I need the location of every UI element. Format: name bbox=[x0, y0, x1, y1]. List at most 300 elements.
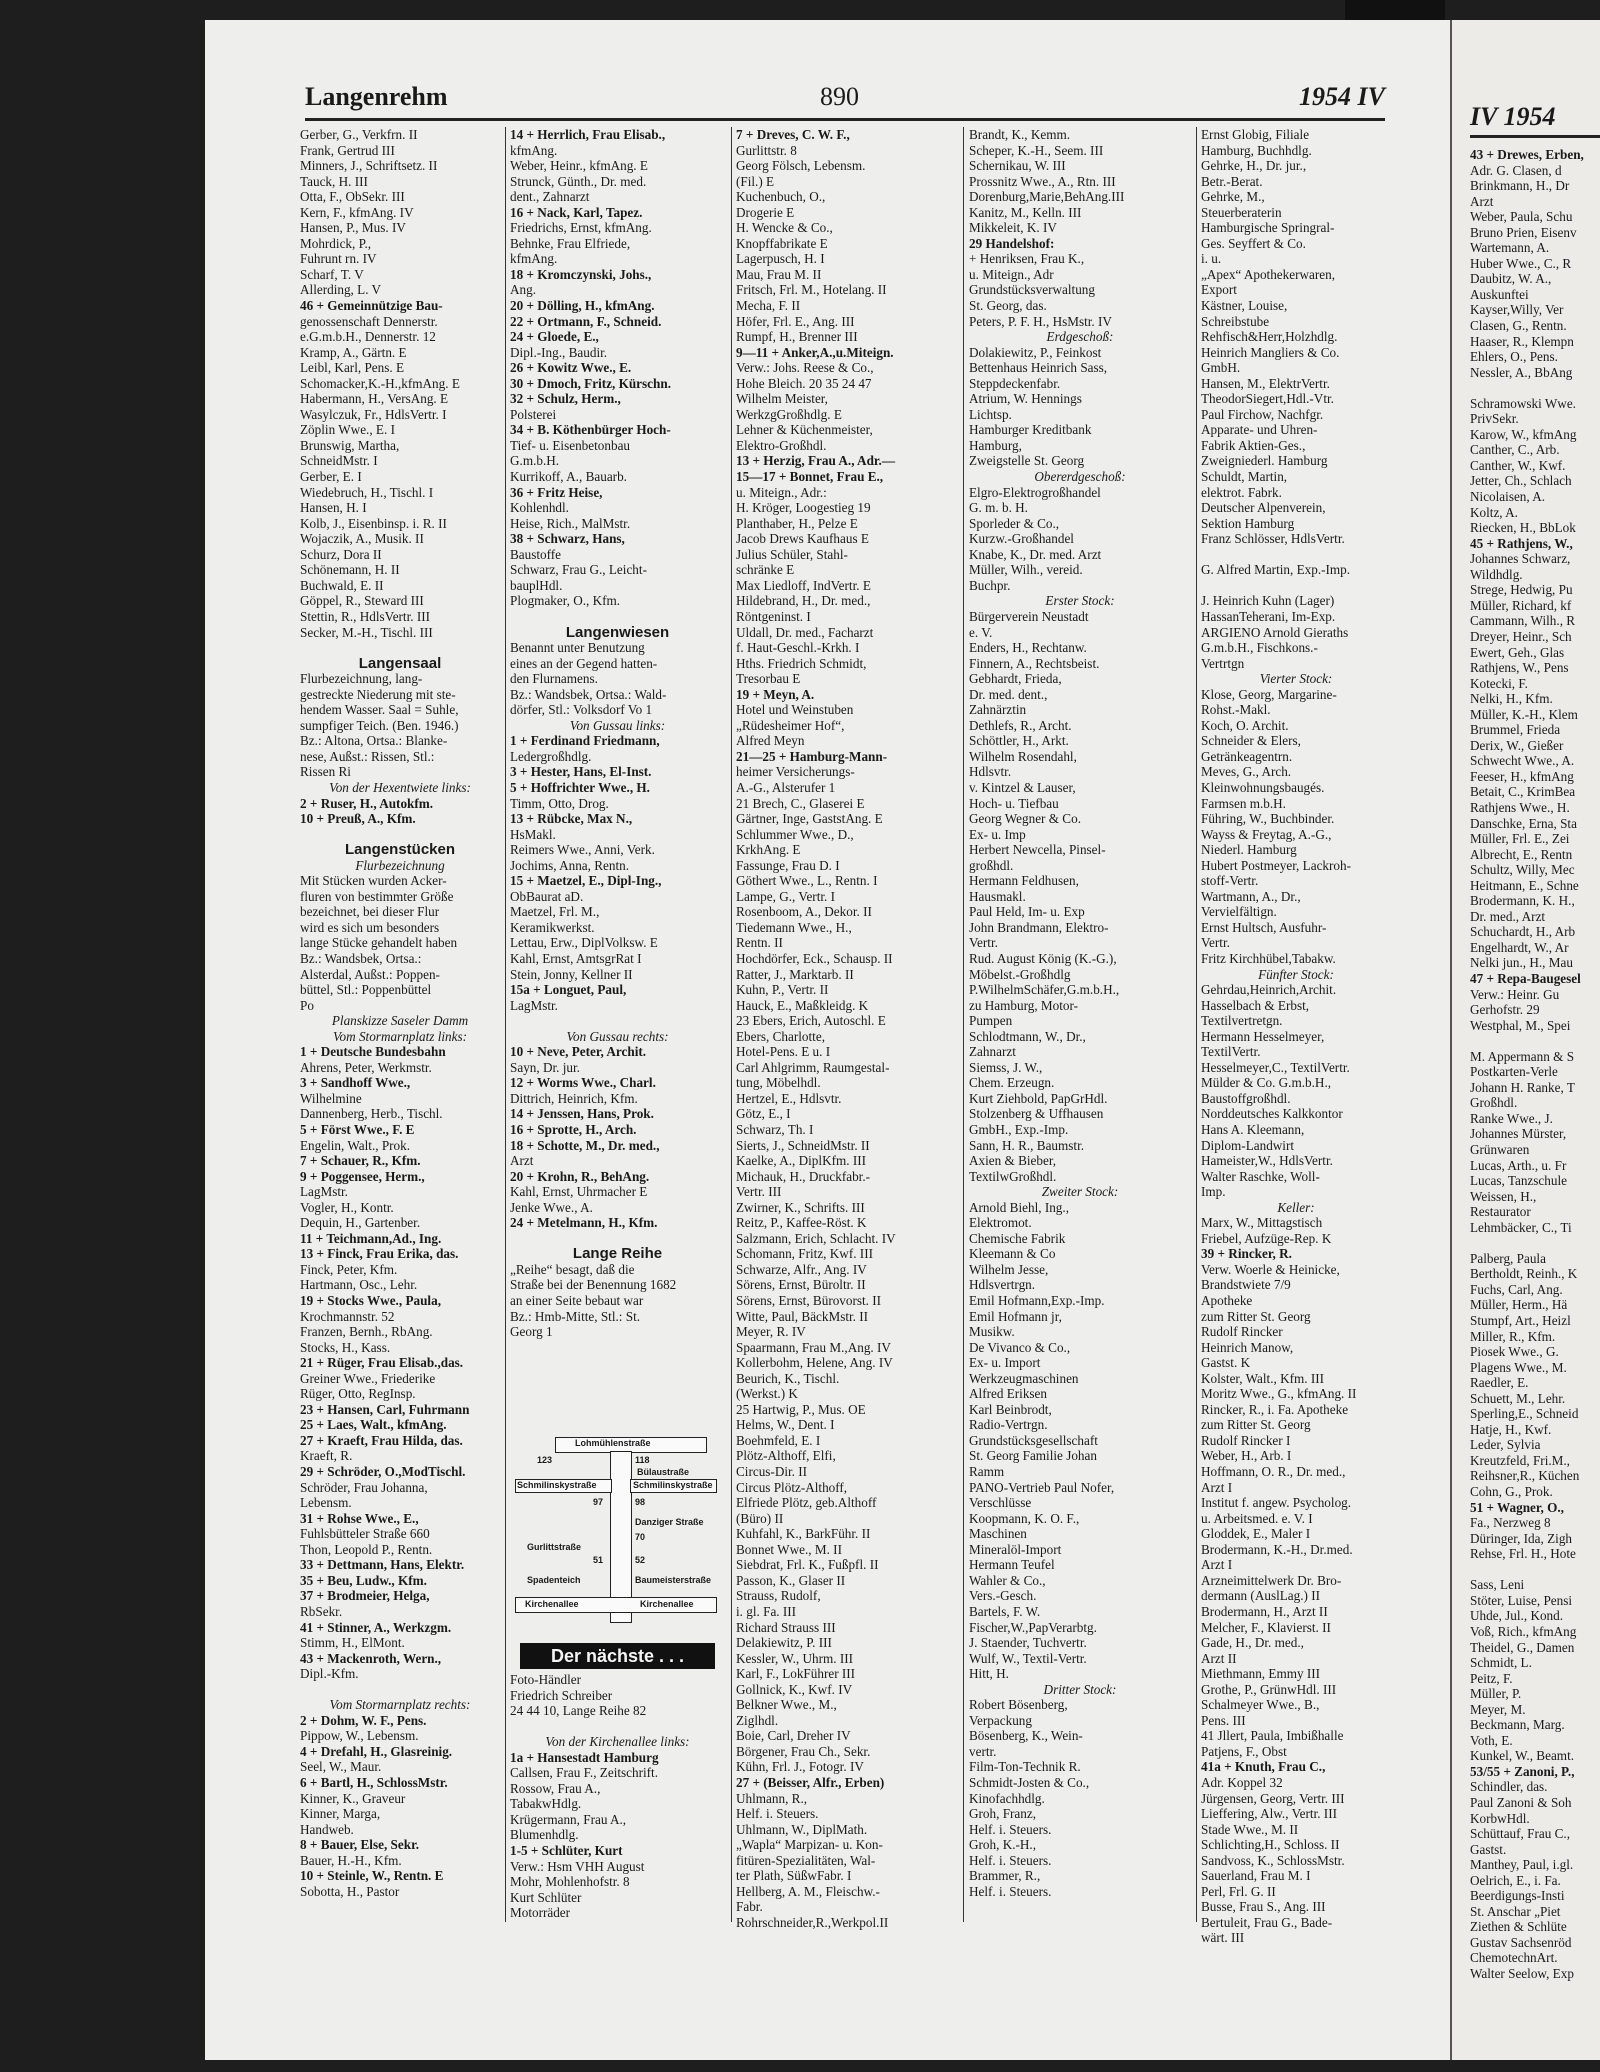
directory-entry: Hohe Bleich. 20 35 24 47 bbox=[736, 375, 872, 391]
directory-entry: Finck, Peter, Kfm. bbox=[300, 1261, 398, 1277]
directory-entry: Kohlenhdl. bbox=[510, 500, 569, 516]
directory-entry: Foto-Händler bbox=[510, 1672, 582, 1687]
directory-entry: Schwarz, Frau G., Leicht- bbox=[510, 562, 647, 578]
street-range-title: Langenrehm bbox=[305, 82, 448, 111]
directory-entry: Kinner, Marga, bbox=[300, 1806, 381, 1822]
directory-entry: Hamburgische Springral- bbox=[1201, 220, 1335, 236]
directory-entry: Plötz-Althoff, Elfi, bbox=[736, 1448, 836, 1464]
directory-entry: 10 + Preuß, A., Kfm. bbox=[300, 811, 416, 827]
directory-entry: Schönemann, H. II bbox=[300, 562, 400, 578]
directory-entry: Müller, Herm., Hä bbox=[1470, 1297, 1568, 1313]
directory-entry: Hubert Postmeyer, Lackroh- bbox=[1201, 857, 1351, 873]
street-heading: Langensaal bbox=[358, 655, 442, 672]
directory-entry: Elektromot. bbox=[969, 1215, 1032, 1231]
directory-entry: + Henriksen, Frau K., bbox=[969, 251, 1085, 267]
directory-entry: Schröder, Frau Johanna, bbox=[300, 1479, 428, 1495]
directory-entry: Hermann Teufel bbox=[969, 1557, 1055, 1573]
directory-entry: Klose, Georg, Margarine- bbox=[1201, 686, 1337, 702]
directory-entry: Wulf, W., Textil-Vertr. bbox=[969, 1650, 1087, 1666]
directory-entry: Auskunftei bbox=[1470, 286, 1529, 302]
directory-entry: Ernst Hultsch, Ausfuhr- bbox=[1201, 919, 1327, 935]
directory-entry: f. Haut-Geschl.-Krkh. I bbox=[736, 640, 860, 656]
directory-entry: Kuchenbuch, O., bbox=[736, 189, 826, 205]
directory-entry: Hermann Hesselmeyer, bbox=[1201, 1028, 1325, 1044]
directory-entry: Hartmann, Osc., Lehr. bbox=[300, 1277, 418, 1293]
volume-year: 1954 IV bbox=[1299, 82, 1385, 111]
directory-entry: Kessler, W., Uhrm. III bbox=[736, 1650, 854, 1666]
directory-entry: Kahl, Ernst, Uhrmacher E bbox=[510, 1184, 648, 1200]
directory-entry: dörfer, Stl.: Volksdorf Vo 1 bbox=[510, 702, 653, 718]
map-label: Bülaustraße bbox=[637, 1467, 690, 1477]
directory-entry: Helms, W., Dent. I bbox=[736, 1417, 835, 1433]
directory-entry: Ewert, Geh., Glas bbox=[1470, 644, 1565, 660]
directory-entry: HsMakl. bbox=[510, 826, 556, 842]
directory-entry: Clasen, G., Rentn. bbox=[1470, 318, 1567, 334]
directory-entry: HassanTeherani, Im-Exp. bbox=[1201, 608, 1336, 624]
directory-entry: Hameister,W., HdlsVertr. bbox=[1201, 1153, 1333, 1169]
directory-entry: Tief- u. Eisenbetonbau bbox=[510, 437, 631, 453]
directory-entry: Oelrich, E., i. Fa. bbox=[1470, 1872, 1561, 1888]
directory-entry: Benannt unter Benutzung bbox=[510, 640, 645, 656]
directory-entry: Rosenboom, A., Dekor. II bbox=[736, 904, 872, 920]
directory-entry: Schalmeyer Wwe., B., bbox=[1201, 1697, 1320, 1713]
directory-entry: Kurrikoff, A., Bauarb. bbox=[510, 469, 627, 485]
directory-entry: Kotecki, F. bbox=[1470, 675, 1528, 691]
directory-entry: Polsterei bbox=[510, 406, 557, 422]
directory-entry: 8 + Bauer, Else, Sekr. bbox=[300, 1837, 420, 1853]
directory-entry: Dipl.-Ing., Baudir. bbox=[510, 344, 608, 360]
directory-entry: ChemotechnArt. bbox=[1470, 1950, 1558, 1966]
directory-entry: Miller, R., Kfm. bbox=[1470, 1328, 1556, 1344]
directory-entry: Lieffering, Alw., Vertr. III bbox=[1201, 1806, 1337, 1822]
directory-entry: Wiedebruch, H., Tischl. I bbox=[300, 484, 434, 500]
directory-entry: Kayser,Willy, Ver bbox=[1470, 302, 1564, 318]
directory-entry: 46 + Gemeinnützige Bau- bbox=[300, 298, 443, 314]
directory-entry: Siemss, J. W., bbox=[969, 1059, 1043, 1075]
directory-entry: Engelin, Walt., Prok. bbox=[300, 1137, 411, 1153]
directory-entry: Gloddek, E., Maler I bbox=[1201, 1526, 1311, 1542]
facing-page-column bbox=[1470, 147, 1600, 1982]
directory-entry bbox=[300, 640, 500, 656]
directory-entry: Albrecht, E., Rentn bbox=[1470, 846, 1573, 862]
directory-entry: Musikw. bbox=[969, 1324, 1015, 1340]
directory-entry: Betr.-Berat. bbox=[1201, 173, 1263, 189]
directory-entry: Robert Bösenberg, bbox=[969, 1697, 1068, 1713]
directory-entry: Otta, F., ObSekr. III bbox=[300, 189, 405, 205]
directory-entry: Schneider & Elers, bbox=[1201, 733, 1301, 749]
directory-entry: 19 + Stocks Wwe., Paula, bbox=[300, 1293, 441, 1309]
directory-entry: Von Gussau links: bbox=[569, 717, 666, 733]
directory-entry: Gurlittstr. 8 bbox=[736, 142, 797, 158]
directory-entry: (Werkst.) K bbox=[736, 1386, 798, 1402]
directory-entry: Paul Held, Im- u. Exp bbox=[969, 904, 1085, 920]
directory-entry: Krochmannstr. 52 bbox=[300, 1308, 395, 1324]
directory-entry: G. Alfred Martin, Exp.-Imp. bbox=[1201, 562, 1351, 578]
directory-entry: Kolster, Walt., Kfm. III bbox=[1201, 1370, 1325, 1386]
directory-entry: 16 + Nack, Karl, Tapez. bbox=[510, 204, 643, 220]
directory-entry: 16 + Sprotte, H., Arch. bbox=[510, 1122, 637, 1137]
directory-entry: Tauck, H. III bbox=[300, 173, 368, 189]
directory-entry: Stöter, Luise, Pensi bbox=[1470, 1592, 1573, 1608]
directory-entry: Wayss & Freytag, A.-G., bbox=[1201, 826, 1332, 842]
directory-entry: Krügermann, Frau A., bbox=[510, 1811, 627, 1827]
directory-entry: Zweigstelle St. Georg bbox=[969, 453, 1085, 469]
directory-entry: John Brandmann, Elektro- bbox=[969, 919, 1109, 935]
directory-entry: Hdlsvtr. bbox=[969, 764, 1012, 780]
directory-entry: J. Heinrich Kuhn (Lager) bbox=[1201, 593, 1335, 609]
directory-entry: dermann (AuslLag.) II bbox=[1201, 1588, 1321, 1604]
directory-entry: Enders, H., Rechtanw. bbox=[969, 640, 1087, 656]
directory-entry: gestreckte Niederung mit ste- bbox=[300, 686, 456, 702]
directory-entry: Heinrich Manow, bbox=[1201, 1339, 1294, 1355]
directory-entry: Mineralöl-Import bbox=[969, 1541, 1062, 1557]
directory-entry: Bettenhaus Heinrich Sass, bbox=[969, 360, 1108, 376]
directory-entry: Jürgensen, Georg, Vertr. III bbox=[1201, 1790, 1345, 1806]
directory-entry: GmbH., Exp.-Imp. bbox=[969, 1122, 1069, 1137]
directory-entry: Wilhelmine bbox=[300, 1090, 362, 1106]
directory-entry: Stumpf, Art., Heizl bbox=[1470, 1313, 1571, 1329]
directory-column-2 bbox=[510, 127, 725, 1340]
directory-entry: 24 + Gloede, E., bbox=[510, 329, 599, 345]
directory-entry: Julius Schüler, Stahl- bbox=[736, 546, 848, 562]
directory-entry: Karl Beinbrodt, bbox=[969, 1401, 1052, 1417]
facing-page-year: IV 1954 bbox=[1470, 98, 1600, 138]
directory-entry: SchneidMstr. I bbox=[300, 453, 378, 469]
directory-entry: Delakiewitz, P. III bbox=[736, 1635, 832, 1651]
directory-entry: A.-G., Alsterufer 1 bbox=[736, 779, 836, 795]
directory-entry: Strege, Hedwig, Pu bbox=[1470, 582, 1573, 598]
directory-entry: Hellberg, A. M., Fleischw.- bbox=[736, 1883, 880, 1899]
directory-entry: Gollnick, K., Kwf. IV bbox=[736, 1681, 853, 1697]
directory-entry: hendem Wasser. Saal = Suhle, bbox=[300, 702, 459, 718]
directory-entry: Leibl, Karl, Pens. E bbox=[300, 360, 405, 376]
directory-entry: Timm, Otto, Drog. bbox=[510, 795, 609, 811]
directory-entry: Reimers Wwe., Anni, Verk. bbox=[510, 842, 655, 858]
directory-entry: e. V. bbox=[969, 624, 993, 640]
map-label: 98 bbox=[635, 1497, 646, 1507]
directory-entry: Frank, Gertrud III bbox=[300, 142, 395, 158]
directory-entry: Rohrschneider,R.,Werkpol.II bbox=[736, 1914, 889, 1930]
directory-entry: 18 + Schotte, M., Dr. med., bbox=[510, 1137, 660, 1153]
directory-entry: Haaser, R., Klempn bbox=[1470, 333, 1574, 349]
directory-entry: St. Georg, das. bbox=[969, 298, 1047, 314]
map-label: Kirchenallee bbox=[525, 1599, 579, 1609]
street-heading: Langenwiesen bbox=[565, 624, 670, 641]
directory-entry: Greiner Wwe., Friederike bbox=[300, 1370, 436, 1386]
directory-entry: Friedrich Schreiber bbox=[510, 1687, 613, 1703]
directory-entry: Georg Wegner & Co. bbox=[969, 811, 1081, 827]
directory-entry: Mit Stücken wurden Acker- bbox=[300, 873, 447, 889]
directory-entry: fitüren-Spezialitäten, Wal- bbox=[736, 1852, 876, 1868]
advertisement-banner: Der nächste . . . bbox=[520, 1643, 715, 1669]
directory-entry: Führing, W., Buchbinder. bbox=[1201, 811, 1335, 827]
directory-entry: Walter Raschke, Woll- bbox=[1201, 1168, 1320, 1184]
directory-entry: Maetzel, Frl. M., bbox=[510, 904, 600, 920]
directory-entry: Fischer,W.,PapVerarbtg. bbox=[969, 1619, 1097, 1635]
directory-entry: Mecha, F. II bbox=[736, 298, 801, 314]
directory-entry: Hansen, P., Mus. IV bbox=[300, 220, 406, 236]
directory-entry: Weber, H., Arb. I bbox=[1201, 1448, 1292, 1464]
directory-entry: Schuchardt, H., Arb bbox=[1470, 924, 1576, 940]
directory-entry: ARGIENO Arnold Gieraths bbox=[1201, 624, 1349, 640]
directory-entry: Dipl.-Kfm. bbox=[300, 1666, 359, 1682]
directory-entry: u. Miteign., Adr bbox=[969, 266, 1054, 282]
directory-entry bbox=[1470, 1235, 1600, 1251]
directory-entry: Grundstücksgesellschaft bbox=[969, 1432, 1098, 1448]
directory-entry: Friebel, Aufzüge-Rep. K bbox=[1201, 1230, 1332, 1246]
directory-entry: Wilhelm Rosendahl, bbox=[969, 748, 1077, 764]
directory-entry: 11 + Teichmann,Ad., Ing. bbox=[300, 1230, 442, 1246]
directory-entry: Wartemann, A. bbox=[1470, 240, 1550, 256]
directory-entry: Boehmfeld, E. I bbox=[736, 1432, 821, 1448]
directory-entry: Schlummer Wwe., D., bbox=[736, 826, 854, 842]
directory-entry: Meyer, R. IV bbox=[736, 1324, 806, 1340]
directory-entry: 5 + Först Wwe., F. E bbox=[300, 1122, 415, 1137]
directory-entry: Planskizze Saseler Damm bbox=[331, 1013, 469, 1029]
directory-entry: 30 + Dmoch, Fritz, Kürschn. bbox=[510, 375, 671, 391]
directory-entry: Callsen, Frau F., Zeitschrift. bbox=[510, 1765, 659, 1781]
directory-entry: 4 + Drefahl, H., Glasreinig. bbox=[300, 1743, 453, 1759]
directory-entry: WerkzgGroßhdlg. E bbox=[736, 406, 842, 422]
directory-entry bbox=[510, 1719, 725, 1735]
directory-entry: Imp. bbox=[1201, 1184, 1226, 1200]
directory-entry: Fabr. bbox=[736, 1899, 763, 1915]
directory-entry: Ehlers, O., Pens. bbox=[1470, 349, 1558, 365]
directory-entry: 53/55 + Zanoni, P., bbox=[1470, 1763, 1575, 1779]
directory-entry: Po bbox=[300, 997, 314, 1013]
directory-entry bbox=[510, 1231, 725, 1247]
directory-entry: Reihsner,R., Küchen bbox=[1470, 1468, 1580, 1484]
directory-entry: Verw. Woerle & Heinicke, bbox=[1201, 1261, 1340, 1277]
directory-entry: Karow, W., kfmAng bbox=[1470, 426, 1577, 442]
directory-entry: (Büro) II bbox=[736, 1510, 784, 1526]
column-divider bbox=[731, 127, 732, 1922]
directory-entry: Restaurator bbox=[1470, 1204, 1531, 1220]
directory-entry: Lagerpusch, H. I bbox=[736, 251, 825, 267]
directory-entry: Theidel, G., Damen bbox=[1470, 1639, 1575, 1655]
directory-entry: kfmAng. bbox=[510, 142, 558, 158]
directory-entry: Kinofachhdlg. bbox=[969, 1790, 1045, 1806]
directory-entry: Wildhdlg. bbox=[1470, 566, 1523, 582]
directory-entry: Mülder & Co. G.m.b.H., bbox=[1201, 1075, 1332, 1091]
directory-entry: Helf. i. Steuers. bbox=[969, 1821, 1052, 1837]
directory-entry: Bonnet Wwe., M. II bbox=[736, 1541, 842, 1557]
directory-entry: Witte, Paul, BäckMstr. II bbox=[736, 1308, 869, 1324]
directory-entry: Motorräder bbox=[510, 1905, 571, 1921]
directory-entry: Arzt bbox=[1470, 193, 1494, 209]
directory-entry: Marx, W., Mittagstisch bbox=[1201, 1215, 1323, 1231]
directory-entry: Stade Wwe., M. II bbox=[1201, 1821, 1299, 1837]
directory-entry: 9 + Poggensee, Herm., bbox=[300, 1168, 425, 1184]
directory-entry: Ebers, Charlotte, bbox=[736, 1028, 825, 1044]
directory-entry: Deutscher Alpenverein, bbox=[1201, 500, 1326, 516]
directory-entry: fluren von bestimmter Größe bbox=[300, 888, 454, 904]
directory-entry: Wilhelm Meister, bbox=[736, 391, 828, 407]
directory-entry: Gustav Sachsenröd bbox=[1470, 1934, 1572, 1950]
directory-entry: Hasselbach & Erbst, bbox=[1201, 997, 1310, 1013]
directory-entry: großhdl. bbox=[969, 857, 1014, 873]
directory-entry: Gade, H., Dr. med., bbox=[1201, 1635, 1304, 1651]
directory-entry: Erster Stock: bbox=[1045, 593, 1115, 609]
directory-entry: Busse, Frau S., Ang. III bbox=[1201, 1899, 1326, 1915]
directory-entry: Gebhardt, Frieda, bbox=[969, 671, 1062, 687]
directory-entry: 23 + Hansen, Carl, Fuhrmann bbox=[300, 1401, 470, 1417]
directory-entry: 2 + Dohm, W. F., Pens. bbox=[300, 1712, 427, 1728]
directory-entry: Herbert Newcella, Pinsel- bbox=[969, 842, 1106, 858]
column-divider bbox=[1196, 127, 1197, 1922]
directory-entry: Melcher, F., Klavierst. II bbox=[1201, 1619, 1331, 1635]
directory-entry: Knopffabrikate E bbox=[736, 235, 828, 251]
directory-entry: Bertuleit, Frau G., Bade- bbox=[1201, 1914, 1333, 1930]
directory-entry: Axien & Bieber, bbox=[969, 1153, 1056, 1169]
directory-entry: „Wapla“ Marpizan- u. Kon- bbox=[736, 1837, 883, 1853]
directory-entry: Ziethen & Schlüte bbox=[1470, 1919, 1567, 1935]
directory-entry: Gerhofstr. 29 bbox=[1470, 1002, 1540, 1018]
directory-entry: Kuhfahl, K., BarkFühr. II bbox=[736, 1526, 871, 1542]
directory-entry: Bz.: Wandsbek, Ortsa.: Wald- bbox=[510, 686, 667, 702]
directory-entry: 36 + Fritz Heise, bbox=[510, 484, 603, 500]
directory-entry: i. u. bbox=[1201, 251, 1222, 267]
directory-entry: Emil Hofmann jr, bbox=[969, 1308, 1062, 1324]
directory-entry: St. Georg Familie Johan bbox=[969, 1448, 1097, 1464]
directory-entry: Kurt Ziehbold, PapGrHdl. bbox=[969, 1090, 1108, 1106]
directory-entry: Finnern, A., Rechtsbeist. bbox=[969, 655, 1100, 671]
directory-entry: 24 44 10, Lange Reihe 82 bbox=[510, 1703, 647, 1719]
directory-entry: Fuhrunt rn. IV bbox=[300, 251, 377, 267]
directory-entry: 31 + Rohse Wwe., E., bbox=[300, 1510, 419, 1526]
directory-entry: 33 + Dettmann, Hans, Elektr. bbox=[300, 1557, 465, 1573]
directory-entry: Fabrik Aktien-Ges., bbox=[1201, 437, 1306, 453]
directory-entry: Arzt bbox=[510, 1153, 534, 1169]
directory-entry: Schlodtmann, W., Dr., bbox=[969, 1028, 1086, 1044]
map-label: 97 bbox=[593, 1497, 604, 1507]
directory-entry: Voß, Rich., kfmAng bbox=[1470, 1623, 1577, 1639]
directory-column-4 bbox=[969, 127, 1191, 1899]
directory-entry: Hermann Feldhusen, bbox=[969, 873, 1079, 889]
directory-entry: ter Plath, SüßwFabr. I bbox=[736, 1868, 852, 1884]
directory-entry: 27 + Kraeft, Frau Hilda, das. bbox=[300, 1432, 463, 1448]
directory-entry: Schernikau, W. III bbox=[969, 158, 1066, 174]
directory-entry: KorbwHdl. bbox=[1470, 1810, 1530, 1826]
directory-entry: Keller: bbox=[1277, 1199, 1315, 1215]
directory-entry: 21 Brech, C., Glaserei E bbox=[736, 795, 865, 811]
directory-entry: 34 + B. Köthenbürger Hoch- bbox=[510, 422, 671, 438]
directory-entry: Planthaber, H., Pelze E bbox=[736, 515, 858, 531]
directory-entry: 24 + Metelmann, H., Kfm. bbox=[510, 1215, 658, 1231]
directory-entry: Von Gussau rechts: bbox=[566, 1028, 669, 1044]
directory-entry: Pens. III bbox=[1201, 1712, 1246, 1728]
page-number: 890 bbox=[820, 82, 859, 111]
directory-entry: Strunck, Günth., Dr. med. bbox=[510, 173, 647, 189]
directory-entry: 35 + Beu, Ludw., Kfm. bbox=[300, 1572, 427, 1588]
directory-entry: Moritz Wwe., G., kfmAng. II bbox=[1201, 1386, 1357, 1402]
directory-entry: heimer Versicherungs- bbox=[736, 764, 855, 780]
directory-entry: 3 + Hester, Hans, El-Inst. bbox=[510, 764, 652, 780]
directory-entry: Erdgeschoß: bbox=[1046, 329, 1114, 345]
directory-entry: Habermann, H., VersAng. E bbox=[300, 391, 449, 407]
directory-entry: Knabe, K., Dr. med. Arzt bbox=[969, 546, 1102, 562]
directory-entry: Alfred Meyn bbox=[736, 733, 805, 749]
directory-entry: u. Arbeitsmed. e. V. I bbox=[1201, 1510, 1313, 1526]
map-label: Lohmühlenstraße bbox=[575, 1438, 651, 1448]
directory-entry: 2 + Ruser, H., Autokfm. bbox=[300, 795, 434, 811]
directory-entry: Sass, Leni bbox=[1470, 1577, 1525, 1593]
directory-entry: Wilhelm Jesse, bbox=[969, 1261, 1049, 1277]
directory-entry: Allerding, L. V bbox=[300, 282, 382, 298]
directory-entry: Palberg, Paula bbox=[1470, 1250, 1546, 1266]
directory-entry: Gerber, E. I bbox=[300, 469, 362, 485]
directory-entry bbox=[1201, 547, 1391, 563]
directory-entry: tung, Möbelhdl. bbox=[736, 1075, 821, 1091]
directory-entry: Belkner Wwe., M., bbox=[736, 1697, 837, 1713]
directory-entry: Jetter, Ch., Schlach bbox=[1470, 473, 1572, 489]
directory-entry: dent., Zahnarzt bbox=[510, 189, 590, 205]
directory-entry: Apparate- und Uhren- bbox=[1201, 422, 1318, 438]
directory-entry: Düringer, Ida, Zigh bbox=[1470, 1530, 1573, 1546]
directory-entry: 51 + Wagner, O., bbox=[1470, 1499, 1564, 1515]
directory-entry: Norddeutsches Kalkkontor bbox=[1201, 1106, 1343, 1122]
directory-entry: Straße bei der Benennung 1682 bbox=[510, 1277, 677, 1293]
directory-entry: Schmidt-Josten & Co., bbox=[969, 1774, 1090, 1790]
directory-entry: Blumenhdlg. bbox=[510, 1827, 579, 1843]
directory-entry: 14 + Herrlich, Frau Elisab., bbox=[510, 127, 666, 142]
directory-entry: zum Ritter St. Georg bbox=[1201, 1417, 1311, 1433]
directory-entry: Nicolaisen, A. bbox=[1470, 489, 1546, 505]
directory-entry: TabakwHdlg. bbox=[510, 1796, 582, 1812]
directory-entry: Kleemann & Co bbox=[969, 1246, 1056, 1262]
directory-entry: elektrot. Fabrk. bbox=[1201, 484, 1282, 500]
directory-entry: Uhde, Jul., Kond. bbox=[1470, 1608, 1564, 1624]
directory-entry: Börgener, Frau Ch., Sekr. bbox=[736, 1743, 871, 1759]
directory-entry: Siebdrat, Frl. K., Fußpfl. II bbox=[736, 1557, 879, 1573]
map-label: 51 bbox=[593, 1555, 604, 1565]
directory-entry: Circus Plötz-Althoff, bbox=[736, 1479, 848, 1495]
directory-entry: Höfer, Frl. E., Ang. III bbox=[736, 313, 855, 329]
directory-entry: Peitz, F. bbox=[1470, 1670, 1513, 1686]
directory-entry: 37 + Brodmeier, Helga, bbox=[300, 1588, 430, 1604]
directory-entry: Verw.: Johs. Reese & Co., bbox=[736, 360, 874, 376]
directory-entry: Koch, O. Archit. bbox=[1201, 717, 1289, 733]
directory-entry: Chem. Erzeugn. bbox=[969, 1075, 1055, 1091]
directory-entry: Pippow, W., Lebensm. bbox=[300, 1728, 419, 1744]
directory-entry: Brummel, Frieda bbox=[1470, 722, 1561, 738]
directory-entry: Zahnarzt bbox=[969, 1044, 1016, 1060]
directory-entry: an einer Seite bebaut war bbox=[510, 1293, 644, 1309]
directory-entry: Steppdeckenfabr. bbox=[969, 375, 1061, 391]
map-label: Schmilinskystraße bbox=[517, 1480, 597, 1490]
directory-entry: Lebensm. bbox=[300, 1495, 352, 1511]
directory-entry: Göthert Wwe., L., Rentn. I bbox=[736, 873, 878, 889]
directory-entry: Fünfter Stock: bbox=[1258, 966, 1334, 982]
directory-entry: Tiedemann Wwe., H., bbox=[736, 919, 852, 935]
directory-entry: Richard Strauss III bbox=[736, 1619, 836, 1635]
directory-entry: Heise, Rich., MalMstr. bbox=[510, 515, 631, 531]
directory-entry: Hans A. Kleemann, bbox=[1201, 1122, 1305, 1137]
directory-entry: Von der Hexentwiete links: bbox=[329, 779, 471, 795]
directory-entry: Passon, K., Glaser II bbox=[736, 1572, 846, 1588]
directory-entry: Bz.: Altona, Ortsa.: Blanke- bbox=[300, 733, 448, 749]
directory-entry: Reitz, P., Kaffee-Röst. K bbox=[736, 1215, 867, 1231]
directory-entry: Johannes Schwarz, bbox=[1470, 551, 1571, 567]
directory-entry: LagMstr. bbox=[300, 1184, 348, 1200]
directory-entry: Jochims, Anna, Rentn. bbox=[510, 857, 630, 873]
directory-entry: Elektro-Großhdl. bbox=[736, 437, 827, 453]
directory-entry: Kästner, Louise, bbox=[1201, 298, 1288, 314]
directory-entry: 29 Handelshof: bbox=[969, 235, 1055, 251]
directory-entry: Schmidt, L. bbox=[1470, 1655, 1532, 1671]
directory-entry: Stimm, H., ElMont. bbox=[300, 1635, 405, 1651]
directory-entry: kfmAng. bbox=[510, 251, 558, 267]
